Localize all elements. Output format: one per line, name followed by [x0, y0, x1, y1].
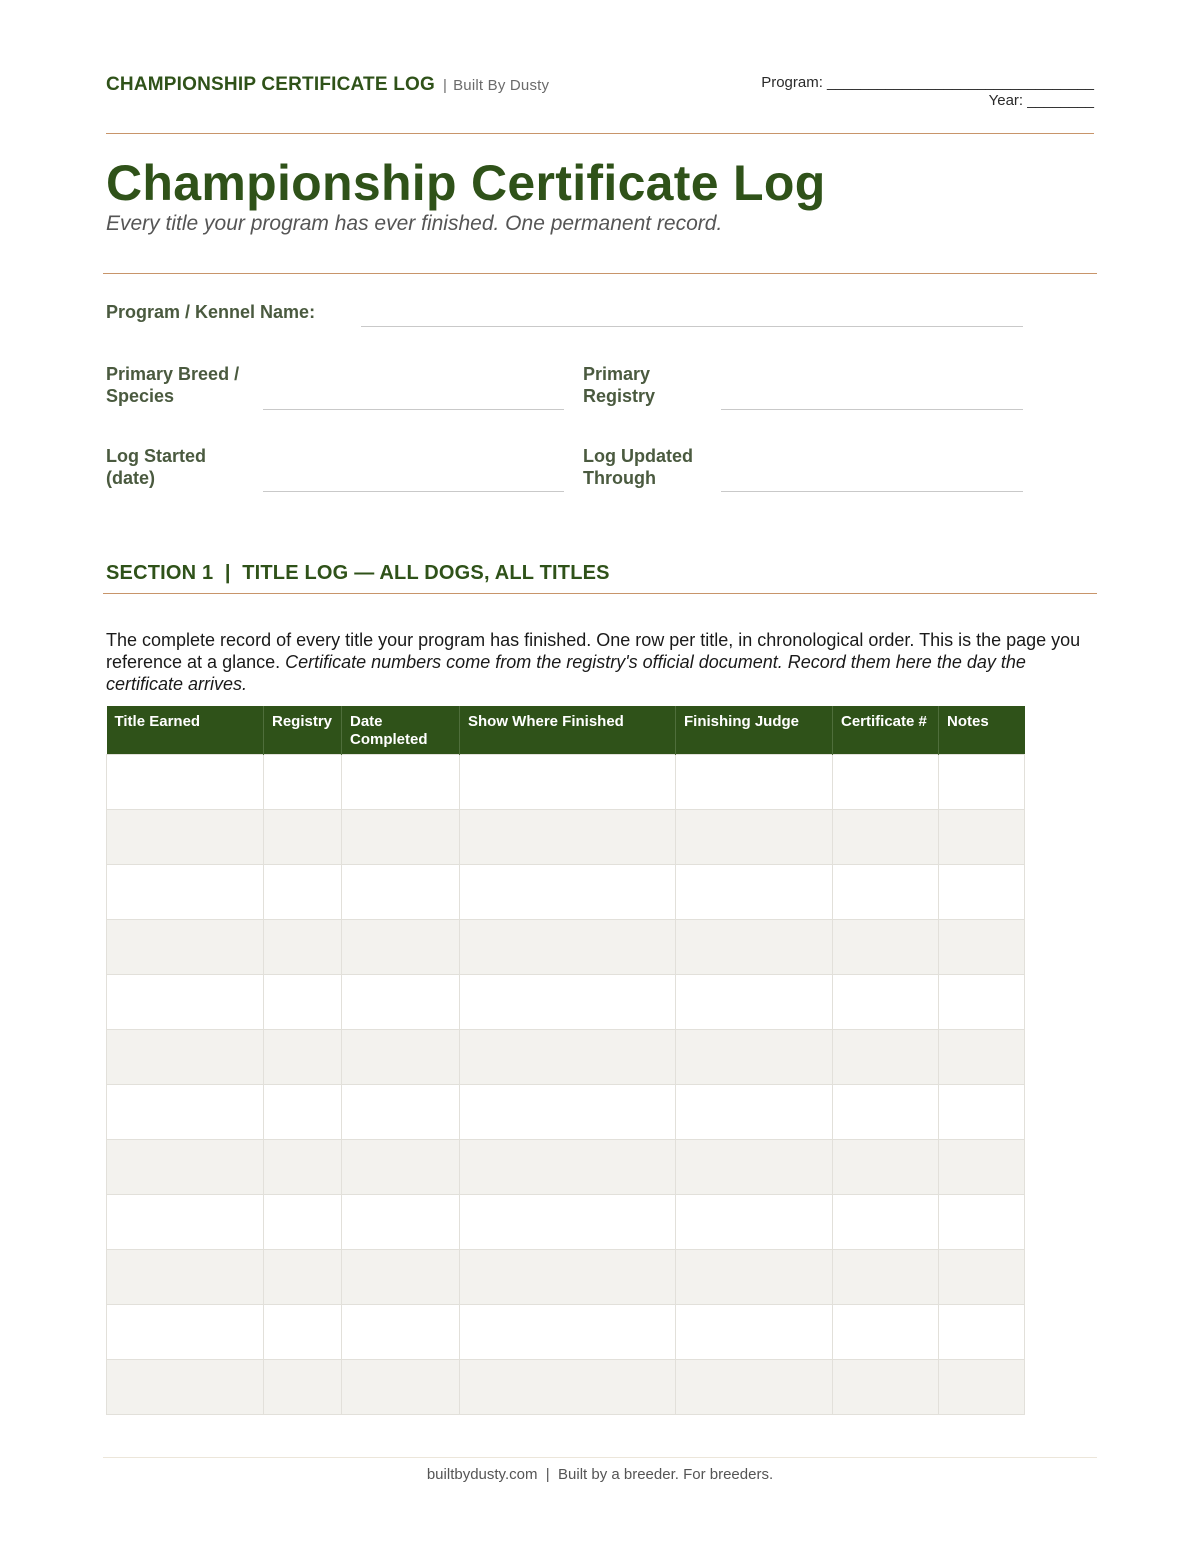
section-1-heading: SECTION 1 | TITLE LOG — ALL DOGS, ALL TITLES: [106, 562, 610, 584]
table-cell[interactable]: [107, 1195, 264, 1250]
breed-field[interactable]: [263, 409, 564, 410]
table-cell[interactable]: [460, 810, 676, 865]
table-cell[interactable]: [833, 1360, 939, 1415]
table-cell[interactable]: [107, 1360, 264, 1415]
table-cell[interactable]: [342, 810, 460, 865]
table-row: [107, 1305, 1025, 1360]
brand-name: CHAMPIONSHIP CERTIFICATE LOG: [106, 74, 435, 95]
table-cell[interactable]: [460, 865, 676, 920]
table-cell[interactable]: [676, 1085, 833, 1140]
table-cell[interactable]: [264, 1360, 342, 1415]
table-cell[interactable]: [264, 810, 342, 865]
brand-title: [106, 74, 549, 96]
column-header-finishing-judge: Finishing Judge: [676, 706, 833, 755]
table-cell[interactable]: [342, 920, 460, 975]
table-cell[interactable]: [833, 920, 939, 975]
intro-plain-text: The complete record of every title your program has finished. One row per title, in chronological order. This is the page you reference at a glance.: [106, 630, 1081, 672]
table-cell[interactable]: [676, 1305, 833, 1360]
table-cell[interactable]: [939, 1250, 1025, 1305]
table-cell[interactable]: [833, 1085, 939, 1140]
page-footer: builtbydusty.com | Built by a breeder. For breeders.: [426, 1466, 774, 1483]
table-cell[interactable]: [342, 865, 460, 920]
table-cell[interactable]: [460, 1030, 676, 1085]
title-divider: [103, 273, 1097, 274]
program-meta-line: Program: ________________________________: [761, 74, 1094, 91]
table-cell[interactable]: [676, 755, 833, 810]
table-cell[interactable]: [342, 1305, 460, 1360]
table-cell[interactable]: [107, 1250, 264, 1305]
header-divider: [106, 133, 1094, 134]
table-cell[interactable]: [833, 1140, 939, 1195]
breed-label: [106, 363, 239, 407]
table-cell[interactable]: [460, 1085, 676, 1140]
table-cell[interactable]: [107, 865, 264, 920]
table-cell[interactable]: [264, 755, 342, 810]
table-cell[interactable]: [939, 865, 1025, 920]
table-cell[interactable]: [939, 1360, 1025, 1415]
column-header-date-completed: Date Completed: [342, 706, 460, 755]
table-cell[interactable]: [264, 1085, 342, 1140]
section-1-intro: [106, 629, 1096, 695]
table-cell[interactable]: [939, 810, 1025, 865]
registry-field[interactable]: [721, 409, 1023, 410]
table-row: [107, 755, 1025, 810]
table-header-row: [107, 706, 1025, 755]
table-cell[interactable]: [676, 1360, 833, 1415]
table-row: [107, 1085, 1025, 1140]
table-cell[interactable]: [676, 975, 833, 1030]
column-header-certificate-number: Certificate #: [833, 706, 939, 755]
log-updated-label-line2: Through: [583, 468, 656, 488]
table-cell[interactable]: [342, 1140, 460, 1195]
table-cell[interactable]: [460, 1250, 676, 1305]
table-cell[interactable]: [107, 1085, 264, 1140]
table-cell[interactable]: [264, 1250, 342, 1305]
table-row: [107, 975, 1025, 1030]
table-cell[interactable]: [939, 755, 1025, 810]
breed-label-line1: Primary Breed /: [106, 364, 240, 384]
title-log-table: [106, 706, 1025, 1415]
log-updated-field[interactable]: [721, 491, 1023, 492]
table-row: [107, 1250, 1025, 1305]
section-1-divider: [103, 593, 1097, 594]
log-started-label-line2: (date): [106, 468, 155, 488]
table-cell[interactable]: [107, 755, 264, 810]
table-cell[interactable]: [460, 1360, 676, 1415]
table-cell[interactable]: [264, 1140, 342, 1195]
column-header-notes: Notes: [939, 706, 1025, 755]
page-title: Championship Certificate Log: [106, 155, 826, 211]
table-cell[interactable]: [107, 1140, 264, 1195]
table-cell[interactable]: [833, 810, 939, 865]
table-row: [107, 1195, 1025, 1250]
table-cell[interactable]: [342, 1360, 460, 1415]
table-cell[interactable]: [939, 920, 1025, 975]
table-cell[interactable]: [460, 1140, 676, 1195]
table-cell[interactable]: [676, 920, 833, 975]
column-header-show-where-finished: Show Where Finished: [460, 706, 676, 755]
table-row: [107, 1030, 1025, 1085]
table-cell[interactable]: [264, 1305, 342, 1360]
table-cell[interactable]: [460, 1195, 676, 1250]
column-header-registry: Registry: [264, 706, 342, 755]
brand-separator: |: [442, 77, 448, 94]
log-started-label: [106, 445, 206, 489]
table-row: [107, 1140, 1025, 1195]
table-cell[interactable]: [939, 1305, 1025, 1360]
breed-label-line2: Species: [106, 386, 175, 406]
program-name-field[interactable]: [361, 326, 1023, 327]
table-cell[interactable]: [342, 1030, 460, 1085]
column-header-title-earned: Title Earned: [107, 706, 264, 755]
program-year-meta: [754, 74, 1094, 110]
registry-label-line2: Registry: [583, 386, 656, 406]
table-cell[interactable]: [676, 1030, 833, 1085]
table-cell[interactable]: [460, 755, 676, 810]
table-cell[interactable]: [342, 1195, 460, 1250]
table-cell[interactable]: [939, 1030, 1025, 1085]
log-started-field[interactable]: [263, 491, 564, 492]
table-cell[interactable]: [342, 1250, 460, 1305]
page-subtitle: Every title your program has ever finished. One permanent record.: [106, 212, 723, 235]
year-meta-line: Year: ________: [988, 92, 1094, 109]
table-cell[interactable]: [833, 1305, 939, 1360]
table-row: [107, 810, 1025, 865]
table-cell[interactable]: [676, 810, 833, 865]
table-cell[interactable]: [939, 1140, 1025, 1195]
table-cell[interactable]: [833, 1195, 939, 1250]
table-cell[interactable]: [342, 975, 460, 1030]
log-updated-label-line1: Log Updated: [583, 446, 693, 466]
program-name-label: Program / Kennel Name:: [106, 302, 316, 322]
table-cell[interactable]: [460, 1305, 676, 1360]
table-cell[interactable]: [264, 920, 342, 975]
table-cell[interactable]: [939, 1195, 1025, 1250]
table-cell[interactable]: [939, 975, 1025, 1030]
footer-divider: [103, 1457, 1097, 1458]
table-cell[interactable]: [833, 1030, 939, 1085]
brand-subtitle: Built By Dusty: [453, 77, 550, 94]
registry-label-line1: Primary: [583, 364, 651, 384]
title-log-body: [107, 755, 1025, 1415]
table-cell[interactable]: [107, 920, 264, 975]
table-cell[interactable]: [107, 975, 264, 1030]
table-row: [107, 865, 1025, 920]
log-updated-label: [583, 445, 693, 489]
table-cell[interactable]: [342, 755, 460, 810]
registry-label: [583, 363, 655, 407]
table-row: [107, 920, 1025, 975]
table-cell[interactable]: [833, 755, 939, 810]
table-cell[interactable]: [676, 1140, 833, 1195]
table-row: [107, 1360, 1025, 1415]
table-cell[interactable]: [676, 865, 833, 920]
intro-italic-text: Certificate numbers come from the registry's official document. Record them here the day the certificate arrives.: [106, 652, 1026, 694]
header-bar: [106, 72, 1094, 132]
table-cell[interactable]: [264, 975, 342, 1030]
table-cell[interactable]: [939, 1085, 1025, 1140]
table-cell[interactable]: [107, 1305, 264, 1360]
table-cell[interactable]: [833, 865, 939, 920]
table-cell[interactable]: [107, 810, 264, 865]
table-cell[interactable]: [460, 975, 676, 1030]
table-cell[interactable]: [107, 1030, 264, 1085]
log-started-label-line1: Log Started: [106, 446, 207, 466]
table-cell[interactable]: [264, 1030, 342, 1085]
table-cell[interactable]: [676, 1195, 833, 1250]
table-cell[interactable]: [833, 1250, 939, 1305]
table-cell[interactable]: [676, 1250, 833, 1305]
table-cell[interactable]: [460, 920, 676, 975]
table-cell[interactable]: [264, 865, 342, 920]
table-cell[interactable]: [833, 975, 939, 1030]
table-cell[interactable]: [264, 1195, 342, 1250]
table-cell[interactable]: [342, 1085, 460, 1140]
